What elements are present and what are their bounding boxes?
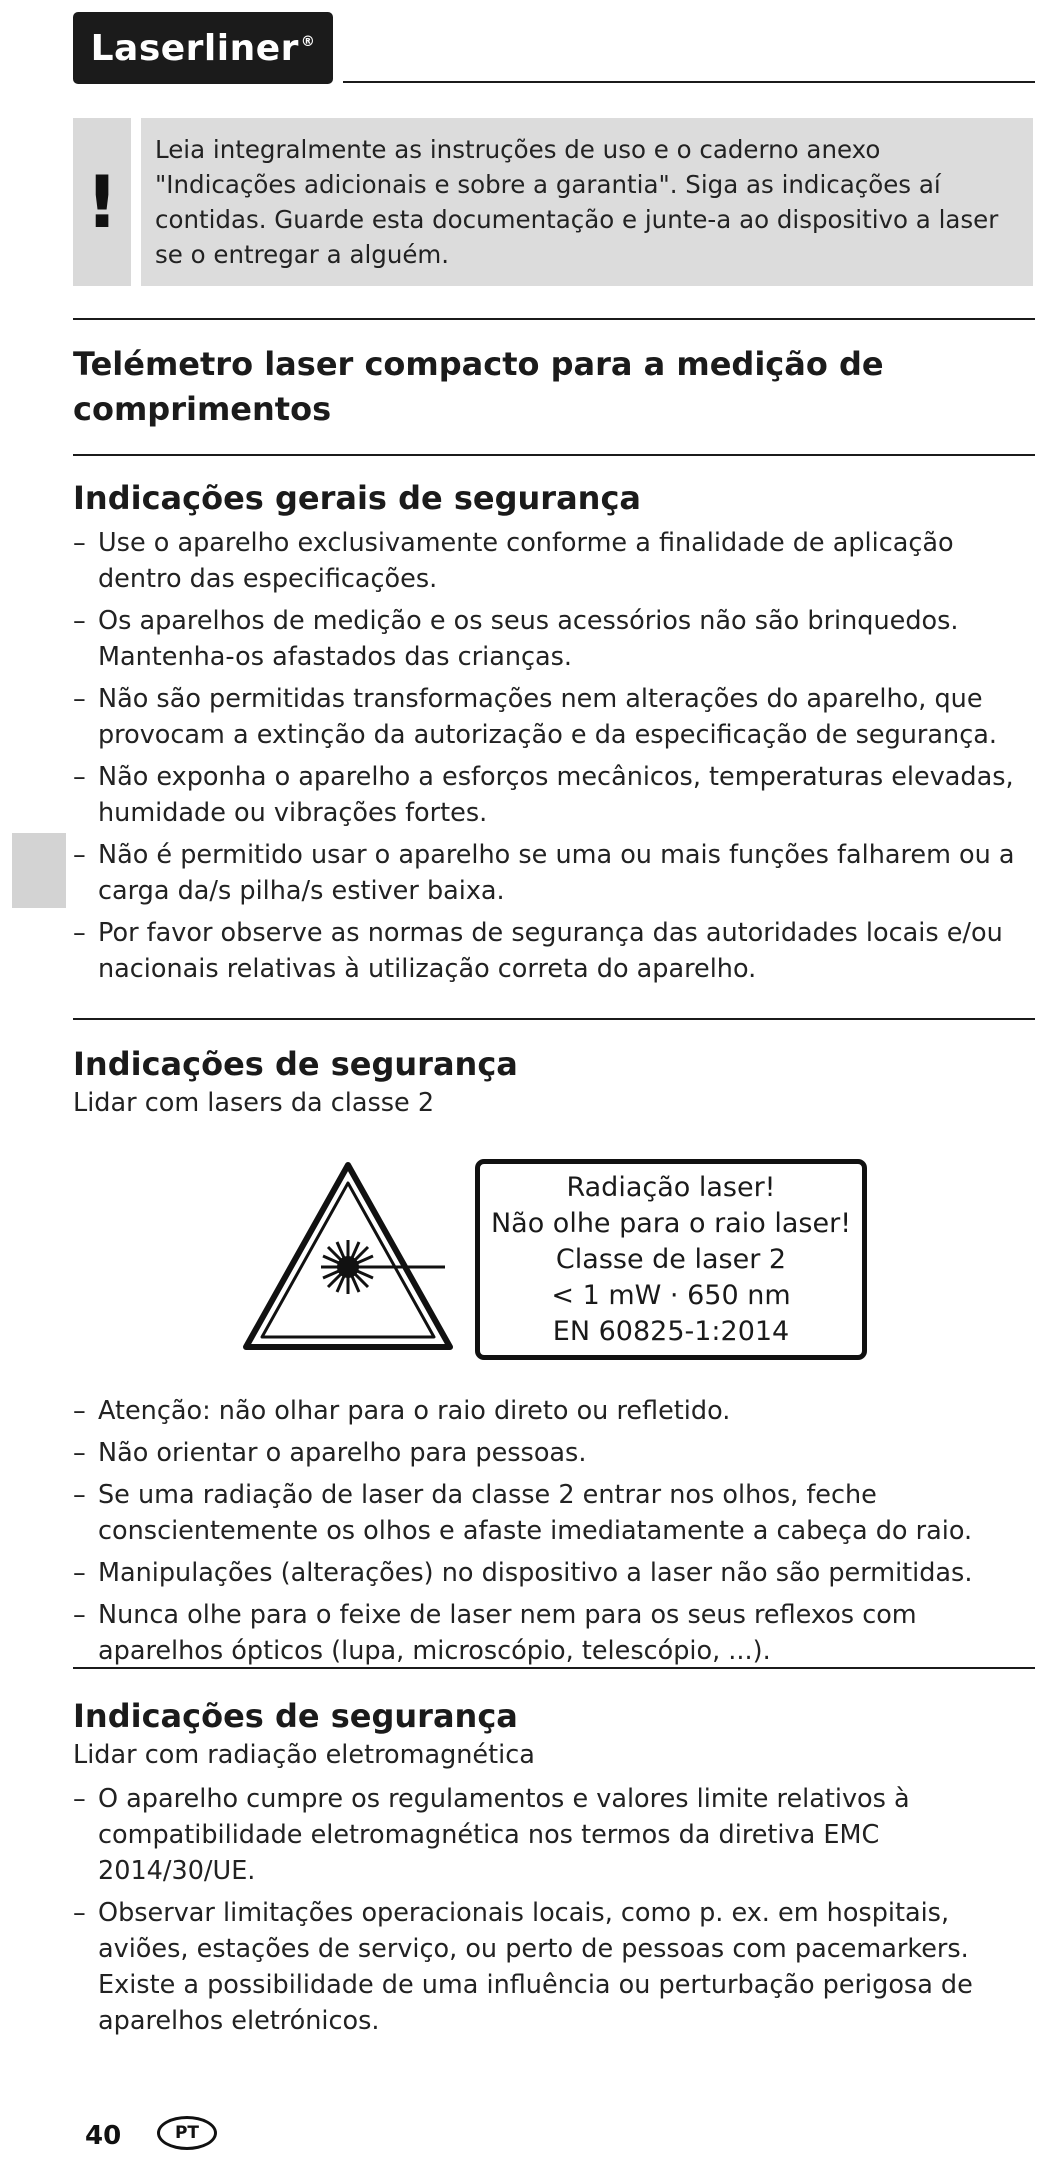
list-item: – Manipulações (alterações) no dispositivo a laser não são permitidas. — [73, 1555, 1028, 1591]
list-item: – Não exponha o aparelho a esforços mecânicos, temperaturas elevadas, humidade ou vibrações fortes. — [73, 759, 1028, 831]
section-divider — [73, 1667, 1035, 1669]
general-safety-list — [73, 525, 1028, 987]
list-item: – O aparelho cumpre os regulamentos e valores limite relativos à compatibilidade eletromagnética nos termos da diretiva EMC 2014/30/UE. — [73, 1781, 1028, 1889]
laser-warning-label — [475, 1159, 867, 1360]
side-tab-marker — [12, 833, 66, 908]
label-line: Radiação laser! — [566, 1171, 776, 1203]
laser-warning-triangle-icon — [240, 1159, 456, 1355]
laser-safety-section — [73, 1393, 1028, 1675]
list-item: – Nunca olhe para o feixe de laser nem para os seus reflexos com aparelhos ópticos (lupa, microscópio, telescópio, ...). — [73, 1597, 1028, 1669]
list-item: – Atenção: não olhar para o raio direto ou refletido. — [73, 1393, 1028, 1429]
laser-safety-header — [73, 1042, 518, 1119]
list-item: – Por favor observe as normas de segurança das autoridades locais e/ou nacionais relativas à utilização correta do aparelho. — [73, 915, 1028, 987]
em-safety-list — [73, 1781, 1028, 2039]
product-title-block — [73, 342, 973, 432]
product-title: Telémetro laser compacto para a medição de comprimentos — [73, 345, 884, 428]
list-item: – Se uma radiação de laser da classe 2 entrar nos olhos, feche conscientemente os olhos e afaste imediatamente a cabeça do raio. — [73, 1477, 1028, 1549]
em-safety-subtitle: Lidar com radiação eletromagnética — [73, 1740, 535, 1770]
list-item: – Não orientar o aparelho para pessoas. — [73, 1435, 1028, 1471]
em-safety-heading: Indicações de segurança — [73, 1697, 518, 1735]
page-number: 40 — [85, 2121, 122, 2151]
em-safety-section — [73, 1694, 1028, 2045]
section-divider — [73, 318, 1035, 320]
list-item: – Os aparelhos de medição e os seus acessórios não são brinquedos. Mantenha-os afastados das crianças. — [73, 603, 1028, 675]
header-rule — [343, 81, 1035, 83]
general-safety-heading: Indicações gerais de segurança — [73, 479, 642, 517]
laser-safety-subtitle: Lidar com lasers da classe 2 — [73, 1088, 435, 1118]
registered-mark: ® — [300, 34, 316, 50]
list-item: – Não são permitidas transformações nem alterações do aparelho, que provocam a extinção da autorização e da especificação de segurança. — [73, 681, 1028, 753]
list-item: – Observar limitações operacionais locais, como p. ex. em hospitais, aviões, estações de serviço, ou perto de pessoas com pacemarkers. Existe a possibilidade de uma influência ou perturbação perigosa de aparelhos eletrónicos. — [73, 1895, 1028, 2039]
notice-text: Leia integralmente as instruções de uso e o caderno anexo "Indicações adicionais e sobre a garantia". Siga as indicações aí contidas. Guarde esta documentação e junte-a ao dispositivo a laser se o entregar a alguém. — [141, 118, 1033, 286]
section-divider — [73, 1018, 1035, 1020]
label-line: Não olhe para o raio laser! — [490, 1207, 852, 1239]
label-line: < 1 mW · 650 nm — [551, 1279, 791, 1311]
list-item: – Não é permitido usar o aparelho se uma ou mais funções falharem ou a carga da/s pilha/s estiver baixa. — [73, 837, 1028, 909]
label-line: EN 60825-1:2014 — [552, 1315, 790, 1347]
brand-logo — [73, 12, 333, 84]
laser-safety-heading: Indicações de segurança — [73, 1045, 518, 1083]
brand-logo-text: Laserliner — [90, 27, 299, 69]
list-item: – Use o aparelho exclusivamente conforme a finalidade de aplicação dentro das especificações. — [73, 525, 1028, 597]
section-divider — [73, 454, 1035, 456]
label-line: Classe de laser 2 — [555, 1243, 787, 1275]
general-safety-section — [73, 476, 1028, 993]
exclamation-icon: ! — [73, 118, 131, 286]
language-badge: PT — [157, 2116, 217, 2150]
laser-safety-list — [73, 1393, 1028, 1669]
